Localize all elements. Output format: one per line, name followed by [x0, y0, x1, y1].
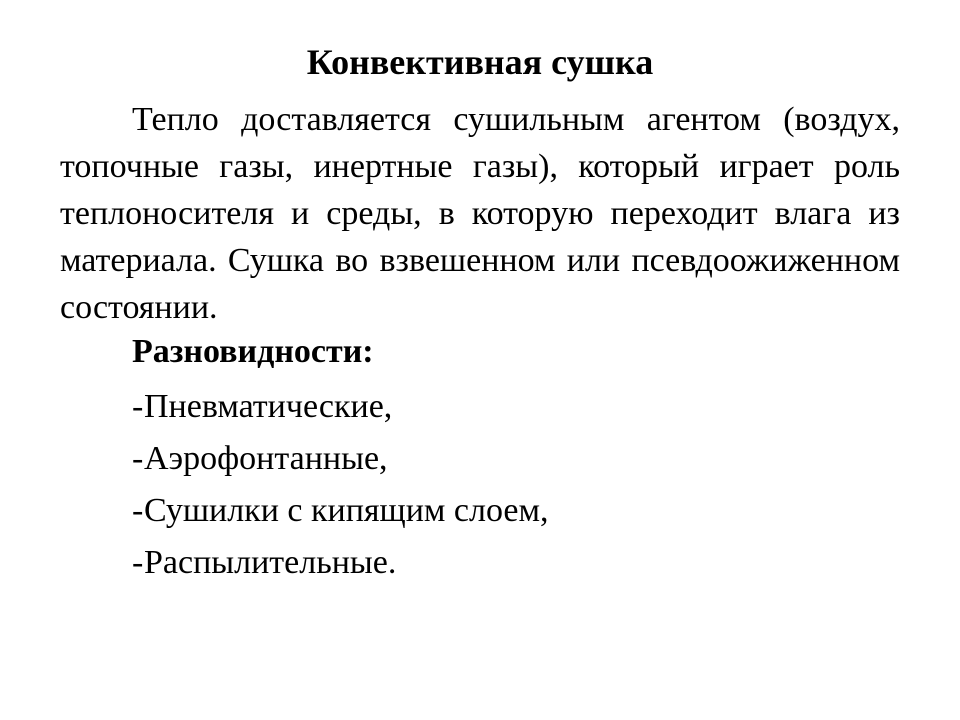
varieties-heading: Разновидности:: [132, 333, 374, 370]
list-item: [132, 485, 549, 537]
dash-marker: -: [132, 492, 144, 529]
list-item-text: Распылительные.: [144, 544, 397, 581]
dash-marker: -: [132, 544, 144, 581]
list-item-text: Пневматические,: [144, 388, 393, 425]
list-item: [132, 433, 549, 485]
list-item-text: Сушилки с кипящим слоем,: [144, 492, 549, 529]
dash-marker: -: [132, 388, 144, 425]
varieties-list: [132, 381, 549, 589]
dash-marker: -: [132, 440, 144, 477]
list-item-text: Аэрофонтанные,: [144, 440, 388, 477]
body-paragraph: Тепло доставляется сушильным агентом (воздух, топочные газы, инертные газы), который играет роль теплоносителя и среды, в которую переходит влага из материала. Сушка во взвешенном или псевдоожиженном состоянии.: [60, 101, 900, 326]
list-item: [132, 381, 549, 433]
slide-title: Конвективная сушка: [306, 42, 654, 82]
list-item: [132, 537, 549, 589]
